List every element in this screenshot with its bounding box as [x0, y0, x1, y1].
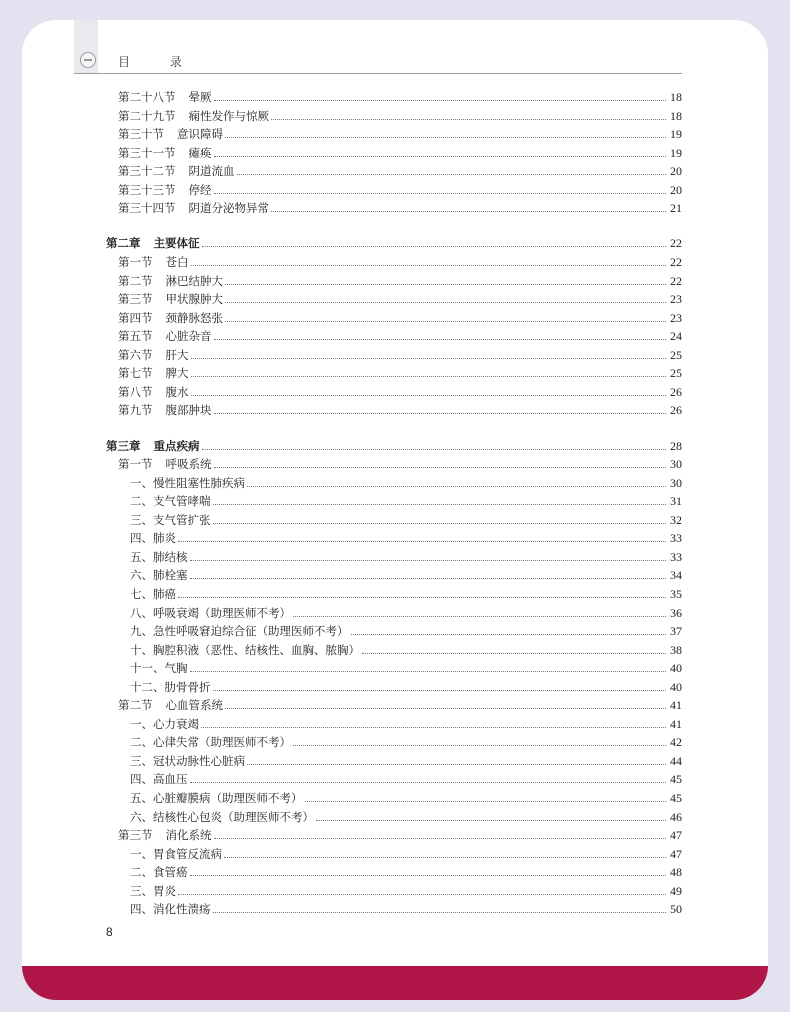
toc-title: 甲状腺肿大	[165, 292, 223, 307]
toc-page-number: 25	[670, 366, 682, 381]
toc-title: 瘫痪	[188, 145, 212, 160]
toc-number: 一、	[130, 716, 153, 731]
toc-page-number: 32	[670, 512, 682, 527]
document-page	[22, 20, 768, 1000]
toc-page-number: 20	[670, 164, 682, 179]
toc-page-number: 26	[670, 403, 682, 418]
toc-number: 一、	[130, 846, 153, 861]
toc-page-number: 22	[670, 255, 682, 269]
toc-page-number: 19	[670, 127, 682, 142]
toc-number: 第五节	[118, 329, 153, 344]
dot-leader	[214, 155, 667, 157]
toc-title: 急性呼吸窘迫综合征（助理医师不考）	[153, 624, 349, 639]
toc-subsection[interactable]	[130, 771, 682, 787]
dot-leader	[202, 245, 667, 247]
dot-leader	[178, 540, 666, 542]
toc-number: 四、	[130, 772, 153, 787]
toc-page-number: 18	[670, 90, 682, 104]
toc-title: 腹部肿块	[165, 403, 212, 418]
toc-number: 六、	[130, 809, 153, 824]
toc-number: 第二章	[106, 236, 141, 251]
toc-section[interactable]	[118, 254, 682, 270]
dot-leader	[213, 911, 667, 913]
toc-page-number: 38	[670, 642, 682, 657]
toc-page-number: 50	[670, 902, 682, 917]
toc-section[interactable]	[118, 456, 682, 472]
toc-subsection[interactable]	[130, 475, 682, 491]
toc-number: 七、	[130, 586, 153, 601]
toc-title: 心脏杂音	[165, 329, 212, 344]
toc-section[interactable]	[118, 697, 682, 713]
toc-page-number: 19	[670, 145, 682, 160]
toc-number: 九、	[130, 624, 153, 639]
dot-leader	[237, 173, 667, 175]
toc-number: 第七节	[118, 366, 153, 381]
toc-page-number: 25	[670, 347, 682, 362]
dot-leader	[213, 503, 667, 505]
toc-section[interactable]	[118, 347, 682, 363]
dot-leader	[213, 522, 667, 524]
dot-leader	[362, 652, 666, 654]
toc-title: 冠状动脉性心脏病	[153, 753, 245, 768]
dot-leader	[271, 210, 666, 212]
toc-page-number: 33	[670, 549, 682, 564]
dot-leader	[214, 338, 667, 340]
toc-subsection[interactable]	[130, 512, 682, 528]
toc-subsection[interactable]	[130, 493, 682, 509]
toc-subsection[interactable]	[130, 864, 682, 880]
toc-page-number: 31	[670, 494, 682, 509]
toc-subsection[interactable]	[130, 809, 682, 825]
toc-number: 十二、	[130, 679, 165, 694]
toc-number: 第九节	[118, 403, 153, 418]
toc-page-number: 35	[670, 586, 682, 601]
toc-title: 意识障碍	[177, 127, 223, 142]
dot-leader	[191, 394, 667, 396]
toc-subsection[interactable]	[130, 790, 682, 806]
page-header-title: 目 录	[118, 55, 200, 69]
toc-page-number: 41	[670, 698, 682, 713]
toc-page-number: 40	[670, 679, 682, 694]
toc-section[interactable]	[118, 384, 682, 400]
toc-title: 胸腔积液（恶性、结核性、血胸、脓胸）	[153, 642, 360, 657]
toc-number: 第六节	[118, 347, 153, 362]
toc-title: 淋巴结肿大	[165, 273, 223, 288]
toc-section[interactable]	[118, 328, 682, 344]
toc-number: 二、	[130, 735, 153, 750]
toc-subsection[interactable]	[130, 846, 682, 862]
toc-title: 心力衰竭	[153, 716, 199, 731]
dot-leader	[305, 800, 667, 802]
dot-leader	[190, 781, 667, 783]
toc-title: 苍白	[165, 255, 189, 269]
toc-page-number: 36	[670, 605, 682, 620]
dot-leader	[225, 301, 666, 303]
toc-title: 气胸	[164, 661, 188, 676]
toc-title: 肺栓塞	[153, 568, 188, 583]
dot-leader	[214, 99, 667, 101]
toc-title: 高血压	[153, 772, 188, 787]
dot-leader	[224, 856, 666, 858]
toc-section[interactable]	[118, 145, 682, 161]
toc-title: 心律失常（助理医师不考）	[153, 735, 291, 750]
dot-leader	[225, 320, 666, 322]
toc-title: 阴道流血	[188, 164, 235, 179]
toc-number: 五、	[130, 549, 153, 564]
toc-number: 八、	[130, 605, 153, 620]
dot-leader	[201, 726, 666, 728]
toc-chapter[interactable]	[106, 235, 682, 251]
toc-title: 消化系统	[165, 828, 212, 843]
toc-page-number: 21	[670, 201, 682, 216]
toc-subsection[interactable]	[130, 605, 682, 621]
toc-title: 停经	[188, 182, 212, 197]
toc-section[interactable]	[118, 108, 682, 124]
toc-chapter[interactable]	[106, 438, 682, 454]
toc-subsection[interactable]	[130, 549, 682, 565]
toc-section[interactable]	[118, 365, 682, 381]
footer-band	[22, 966, 768, 1000]
dot-leader	[247, 763, 666, 765]
toc-subsection[interactable]	[130, 883, 682, 899]
toc-section[interactable]	[118, 126, 682, 142]
toc-number: 三、	[130, 512, 153, 527]
toc-page-number: 18	[670, 108, 682, 123]
toc-number: 十一、	[130, 661, 165, 676]
toc-title: 腹水	[165, 384, 189, 399]
dot-leader	[191, 357, 667, 359]
toc-number: 第三十一节	[118, 145, 176, 160]
toc-page-number: 30	[670, 475, 682, 490]
toc-number: 十、	[130, 642, 153, 657]
dot-leader	[178, 893, 666, 895]
dot-leader	[190, 670, 667, 672]
toc-number: 第一节	[118, 255, 153, 269]
toc-title: 肺结核	[153, 549, 188, 564]
toc-title: 重点疾病	[153, 438, 200, 453]
toc-title: 胃炎	[153, 883, 176, 898]
dot-leader	[225, 283, 666, 285]
dot-leader	[191, 264, 667, 266]
toc-page-number: 45	[670, 791, 682, 805]
toc-page-number: 44	[670, 753, 682, 768]
toc-title: 肺炎	[153, 531, 176, 546]
toc-title: 心脏瓣膜病（助理医师不考）	[153, 791, 303, 805]
toc-page-number: 48	[670, 865, 682, 880]
toc-subsection[interactable]	[130, 753, 682, 769]
toc-page-number: 22	[670, 273, 682, 288]
dot-leader	[202, 448, 667, 450]
dot-leader	[213, 689, 667, 691]
toc-title: 胃食管反流病	[153, 846, 222, 861]
toc-page-number: 40	[670, 661, 682, 676]
toc-section[interactable]	[118, 273, 682, 289]
toc-number: 第二十八节	[118, 90, 176, 104]
dot-leader	[225, 707, 666, 709]
toc-page-number: 46	[670, 809, 682, 824]
toc-title: 呼吸衰竭（助理医师不考）	[153, 605, 291, 620]
toc-page-number: 23	[670, 292, 682, 307]
dot-leader	[191, 375, 667, 377]
toc-subsection[interactable]	[130, 901, 682, 917]
dot-leader	[214, 466, 667, 468]
toc-title: 支气管扩张	[153, 512, 211, 527]
toc-subsection[interactable]	[130, 623, 682, 639]
toc-title: 肝大	[165, 347, 189, 362]
toc-number: 第二十九节	[118, 108, 176, 123]
toc-number: 第二节	[118, 698, 153, 713]
toc-number: 六、	[130, 568, 153, 583]
toc-title: 脾大	[165, 366, 189, 381]
toc-section[interactable]	[118, 163, 682, 179]
toc-number: 三、	[130, 883, 153, 898]
toc-page-number: 37	[670, 624, 682, 639]
toc-title: 食管癌	[153, 865, 188, 880]
toc-number: 第三节	[118, 292, 153, 307]
toc-page-number: 47	[670, 846, 682, 861]
dot-leader	[271, 118, 666, 120]
toc-section[interactable]	[118, 182, 682, 198]
toc-title: 痫性发作与惊厥	[188, 108, 269, 123]
toc-title: 结核性心包炎（助理医师不考）	[153, 809, 314, 824]
toc-subsection[interactable]	[130, 567, 682, 583]
toc-section[interactable]	[118, 827, 682, 843]
toc-page-number: 20	[670, 182, 682, 197]
toc-number: 第三十二节	[118, 164, 176, 179]
table-of-contents	[22, 20, 768, 980]
toc-page-number: 22	[670, 236, 682, 251]
toc-page-number: 33	[670, 531, 682, 546]
toc-title: 消化性溃疡	[153, 902, 211, 917]
toc-title: 肋骨骨折	[164, 679, 211, 694]
toc-subsection[interactable]	[130, 642, 682, 658]
dot-leader	[293, 744, 666, 746]
toc-number: 第三十三节	[118, 182, 176, 197]
toc-subsection[interactable]	[130, 716, 682, 732]
dot-leader	[351, 633, 667, 635]
toc-section[interactable]	[118, 402, 682, 418]
toc-page-number: 30	[670, 457, 682, 472]
toc-subsection[interactable]	[130, 586, 682, 602]
toc-page-number: 34	[670, 568, 682, 583]
dot-leader	[178, 596, 666, 598]
toc-number: 二、	[130, 494, 153, 509]
toc-title: 主要体征	[153, 236, 200, 251]
dot-leader	[316, 819, 666, 821]
toc-number: 第四节	[118, 310, 153, 325]
toc-number: 四、	[130, 902, 153, 917]
toc-number: 二、	[130, 865, 153, 880]
toc-title: 肺癌	[153, 586, 176, 601]
toc-page-number: 26	[670, 384, 682, 399]
dot-leader	[214, 837, 667, 839]
toc-number: 第三节	[118, 828, 153, 843]
toc-number: 第二节	[118, 273, 153, 288]
dot-leader	[293, 615, 666, 617]
toc-number: 第三章	[106, 438, 141, 453]
toc-page-number: 24	[670, 329, 682, 344]
toc-title: 心血管系统	[165, 698, 223, 713]
toc-title: 颈静脉怒张	[165, 310, 223, 325]
toc-section[interactable]	[118, 291, 682, 307]
dot-leader	[190, 874, 667, 876]
toc-section[interactable]	[118, 200, 682, 216]
toc-page-number: 23	[670, 310, 682, 325]
toc-title: 阴道分泌物异常	[188, 201, 269, 216]
toc-subsection[interactable]	[130, 530, 682, 546]
page-number: 8	[106, 925, 113, 939]
toc-title: 慢性阻塞性肺疾病	[153, 475, 245, 490]
toc-number: 四、	[130, 531, 153, 546]
toc-number: 第一节	[118, 457, 153, 472]
toc-number: 第三十四节	[118, 201, 176, 216]
toc-subsection[interactable]	[130, 734, 682, 750]
toc-page-number: 45	[670, 772, 682, 787]
dot-leader	[190, 577, 667, 579]
toc-section[interactable]	[118, 89, 682, 105]
toc-page-number: 49	[670, 883, 682, 898]
toc-section[interactable]	[118, 310, 682, 326]
toc-number: 五、	[130, 791, 153, 805]
toc-title: 呼吸系统	[165, 457, 212, 472]
toc-page-number: 47	[670, 828, 682, 843]
toc-title: 支气管哮喘	[153, 494, 211, 509]
toc-subsection[interactable]	[130, 679, 682, 695]
toc-page-number: 41	[670, 716, 682, 731]
dot-leader	[214, 412, 667, 414]
dot-leader	[247, 485, 666, 487]
toc-page-number: 28	[670, 438, 682, 453]
toc-subsection[interactable]	[130, 660, 682, 676]
dot-leader	[225, 136, 666, 138]
toc-page-number: 42	[670, 735, 682, 750]
toc-number: 一、	[130, 475, 153, 490]
dot-leader	[190, 559, 667, 561]
toc-title: 晕厥	[188, 90, 212, 104]
toc-number: 第三十节	[118, 127, 164, 142]
dot-leader	[214, 192, 667, 194]
toc-number: 第八节	[118, 384, 153, 399]
toc-number: 三、	[130, 753, 153, 768]
